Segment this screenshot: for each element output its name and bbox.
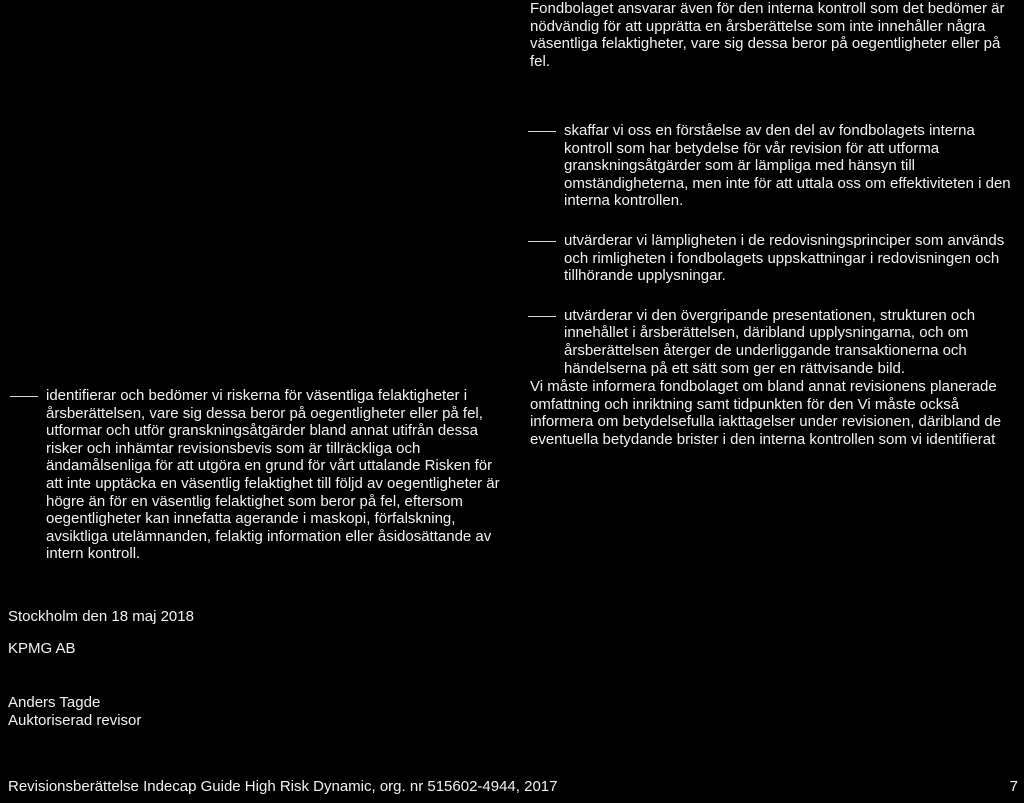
list-item xyxy=(528,307,1016,377)
page-footer: Revisionsberättelse Indecap Guide High Risk Dynamic, org. nr 515602-4944, 2017 xyxy=(8,778,558,795)
list-item xyxy=(528,122,1016,210)
bullet-text: identifierar och bedömer vi riskerna för väsentliga felaktigheter i årsberättelsen, vare sig dessa beror på oegentligheter eller på fel, utformar och utför granskningsåtgärder bland annat utifrån dessa risker och inhämtar revisionsbevis som är tillräckliga och ändamålsenliga för att utgöra en grund för vårt uttalande Risken för att inte upptäcka en väsentlig felaktighet till följd av oegentligheter är högre än för en väsentlig felaktighet som beror på fel, eftersom oegentligheter kan innefatta agerande i maskopi, förfalskning, avsiktliga utelämnanden, felaktig information eller åsidosättande av intern kontroll. xyxy=(46,387,500,563)
list-item xyxy=(528,232,1016,285)
list-item xyxy=(10,387,500,563)
bullet-text: skaffar vi oss en förståelse av den del av fondbolagets interna kontroll som har betydelse för vår revision för att utforma granskningsåtgärder som är lämpliga med hänsyn till omständigheterna, men inte för att uttala oss om effektiviteten i den interna kontrollen. xyxy=(564,122,1011,210)
left-bullet-list xyxy=(10,387,500,585)
bullet-text: utvärderar vi lämpligheten i de redovisningsprinciper som används och rimligheten i fondbolagets uppskattningar i redovisningen och tillhörande upplysningar. xyxy=(564,231,1005,285)
signature-firm: KPMG AB xyxy=(8,640,76,657)
signature-name: Anders Tagde xyxy=(8,694,101,711)
signature-place-date: Stockholm den 18 maj 2018 xyxy=(8,608,194,625)
right-bullet-list xyxy=(528,122,1016,399)
page-number: 7 xyxy=(1009,778,1018,795)
communication-paragraph: Vi måste informera fondbolaget om bland annat revisionens planerade omfattning och inriktning samt tidpunkten för den Vi måste också informera om betydelsefulla iakttagelser under revisionen, däribland de eventuella betydande brister i den interna kontrollen som vi identifierat xyxy=(530,378,1002,448)
signature-title: Auktoriserad revisor xyxy=(8,712,142,729)
intro-paragraph: Fondbolaget ansvarar även för den interna kontroll som det bedömer är nödvändig för att upprätta en årsberättelse som inte innehåller några väsentliga felaktigheter, vare sig dessa beror på oegentligheter eller på fel. xyxy=(530,0,1005,70)
bullet-text: utvärderar vi den övergripande presentationen, strukturen och innehållet i årsberättelsen, däribland upplysningarna, och om årsberättelsen återger de underliggande transaktionerna och händelserna på ett sätt som ger en rättvisande bild. xyxy=(564,306,976,377)
